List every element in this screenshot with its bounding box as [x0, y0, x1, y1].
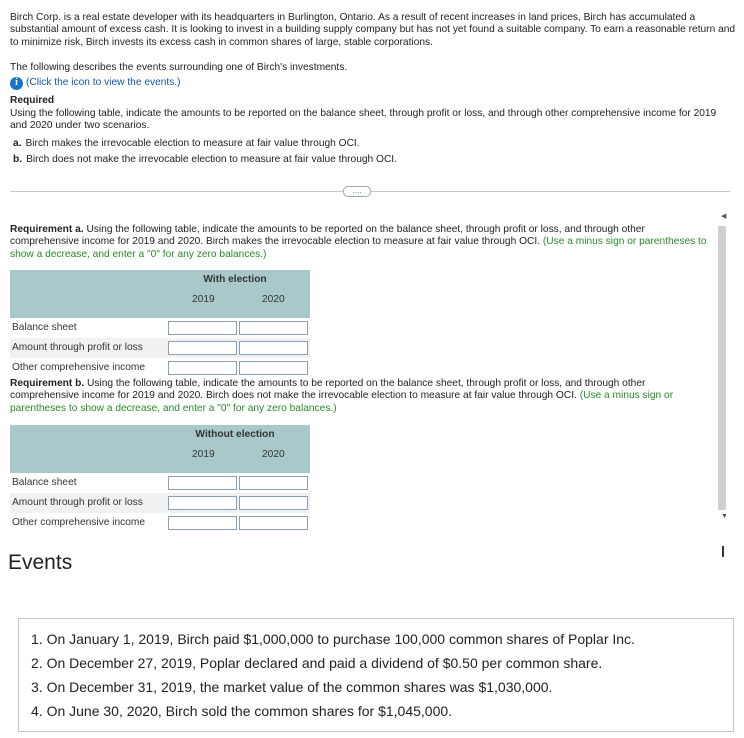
oci-2020-input-b[interactable] [239, 516, 308, 530]
scrollbar-thumb[interactable] [718, 226, 726, 510]
row-label: Amount through profit or loss [12, 342, 143, 353]
problem-intro: Birch Corp. is a real estate developer with its headquarters in Burlington, Ontario. As a result of recent increases in land prices, Birch has accumulated a substantial amount of excess cash. It is looking to invest in a building supply company but has not yet found a suitable company. To earn a reasonable return and to minimize risk, Birch invests its excess cash in common shares of large, stable corporations. [10, 12, 736, 48]
option-b: b. Birch does not make the irrevocable election to measure at fair value through OCI. [13, 154, 397, 165]
view-events-link[interactable] [10, 77, 181, 90]
balance-sheet-2020-input[interactable] [239, 321, 308, 335]
profit-loss-2020-input-b[interactable] [239, 496, 308, 510]
list-item: 1. On January 1, 2019, Birch paid $1,000,000 to purchase 100,000 common shares of Poplar Inc. [31, 631, 635, 647]
row-label: Balance sheet [12, 322, 77, 333]
table-caption: Without election [195, 429, 275, 440]
scroll-down-icon[interactable]: ▼ [721, 513, 728, 520]
year-2020: 2020 [262, 294, 285, 305]
events-title: Events [8, 551, 73, 574]
list-item: 4. On June 30, 2020, Birch sold the common shares for $1,045,000. [31, 703, 453, 719]
table-row [10, 493, 310, 513]
profit-loss-2020-input[interactable] [239, 341, 308, 355]
row-label: Balance sheet [12, 477, 77, 488]
table-row [10, 358, 310, 378]
balance-sheet-2019-input[interactable] [168, 321, 237, 335]
events-description: The following describes the events surrounding one of Birch's investments. [10, 62, 348, 73]
table-row [10, 473, 310, 493]
table-caption: With election [203, 274, 267, 285]
year-2019: 2019 [192, 294, 215, 305]
oci-2020-input[interactable] [239, 361, 308, 375]
balance-sheet-2020-input-b[interactable] [239, 476, 308, 490]
row-label: Other comprehensive income [12, 517, 146, 528]
required-text: Using the following table, indicate the amounts to be reported on the balance sheet, through profit or loss, and through other comprehensive income for 2019 and 2020 under two scenarios. [10, 108, 717, 132]
year-2019: 2019 [192, 449, 215, 460]
table-row [10, 318, 310, 338]
table-with-election [10, 270, 310, 378]
requirement-b-text: Requirement b. Using the following table, indicate the amounts to be reported on the balance sheet, through profit or loss, and through other comprehensive income for 2019 and 2020. Birch does not make the irrevocable election to measure at fair value through OCI. (Use a minus sign or parentheses to show a decrease, and enter a "0" for any zero balances.) [10, 378, 674, 414]
separator-bar [722, 546, 724, 557]
table-row [10, 513, 310, 533]
oci-2019-input-b[interactable] [168, 516, 237, 530]
expand-handle[interactable]: .... [343, 186, 371, 197]
list-item: 2. On December 27, 2019, Poplar declared and paid a dividend of $0.50 per common share. [31, 655, 603, 671]
row-label: Amount through profit or loss [12, 497, 143, 508]
row-label: Other comprehensive income [12, 362, 146, 373]
option-a: a. Birch makes the irrevocable election to measure at fair value through OCI. [13, 138, 360, 149]
profit-loss-2019-input[interactable] [168, 341, 237, 355]
table-row [10, 338, 310, 358]
profit-loss-2019-input-b[interactable] [168, 496, 237, 510]
table-header [10, 270, 310, 318]
info-icon[interactable]: i [10, 77, 23, 90]
oci-2019-input[interactable] [168, 361, 237, 375]
required-heading: Required [10, 95, 55, 106]
events-list [31, 627, 635, 723]
year-2020: 2020 [262, 449, 285, 460]
list-item: 3. On December 31, 2019, the market value of the common shares was $1,030,000. [31, 679, 553, 695]
balance-sheet-2019-input-b[interactable] [168, 476, 237, 490]
table-header [10, 425, 310, 473]
requirement-a-text: Requirement a. Using the following table, indicate the amounts to be reported on the balance sheet, through profit or loss, and through other comprehensive income for 2019 and 2020. Birch makes the irrevocable election to measure at fair value through OCI. (Use a minus sign or parentheses to show a decrease, and enter a "0" for any zero balances.) [10, 224, 707, 260]
events-list-box [18, 618, 734, 732]
table-without-election [10, 425, 310, 533]
scroll-up-icon[interactable]: ◀ [721, 213, 727, 220]
view-events-label[interactable]: (Click the icon to view the events.) [26, 77, 181, 89]
